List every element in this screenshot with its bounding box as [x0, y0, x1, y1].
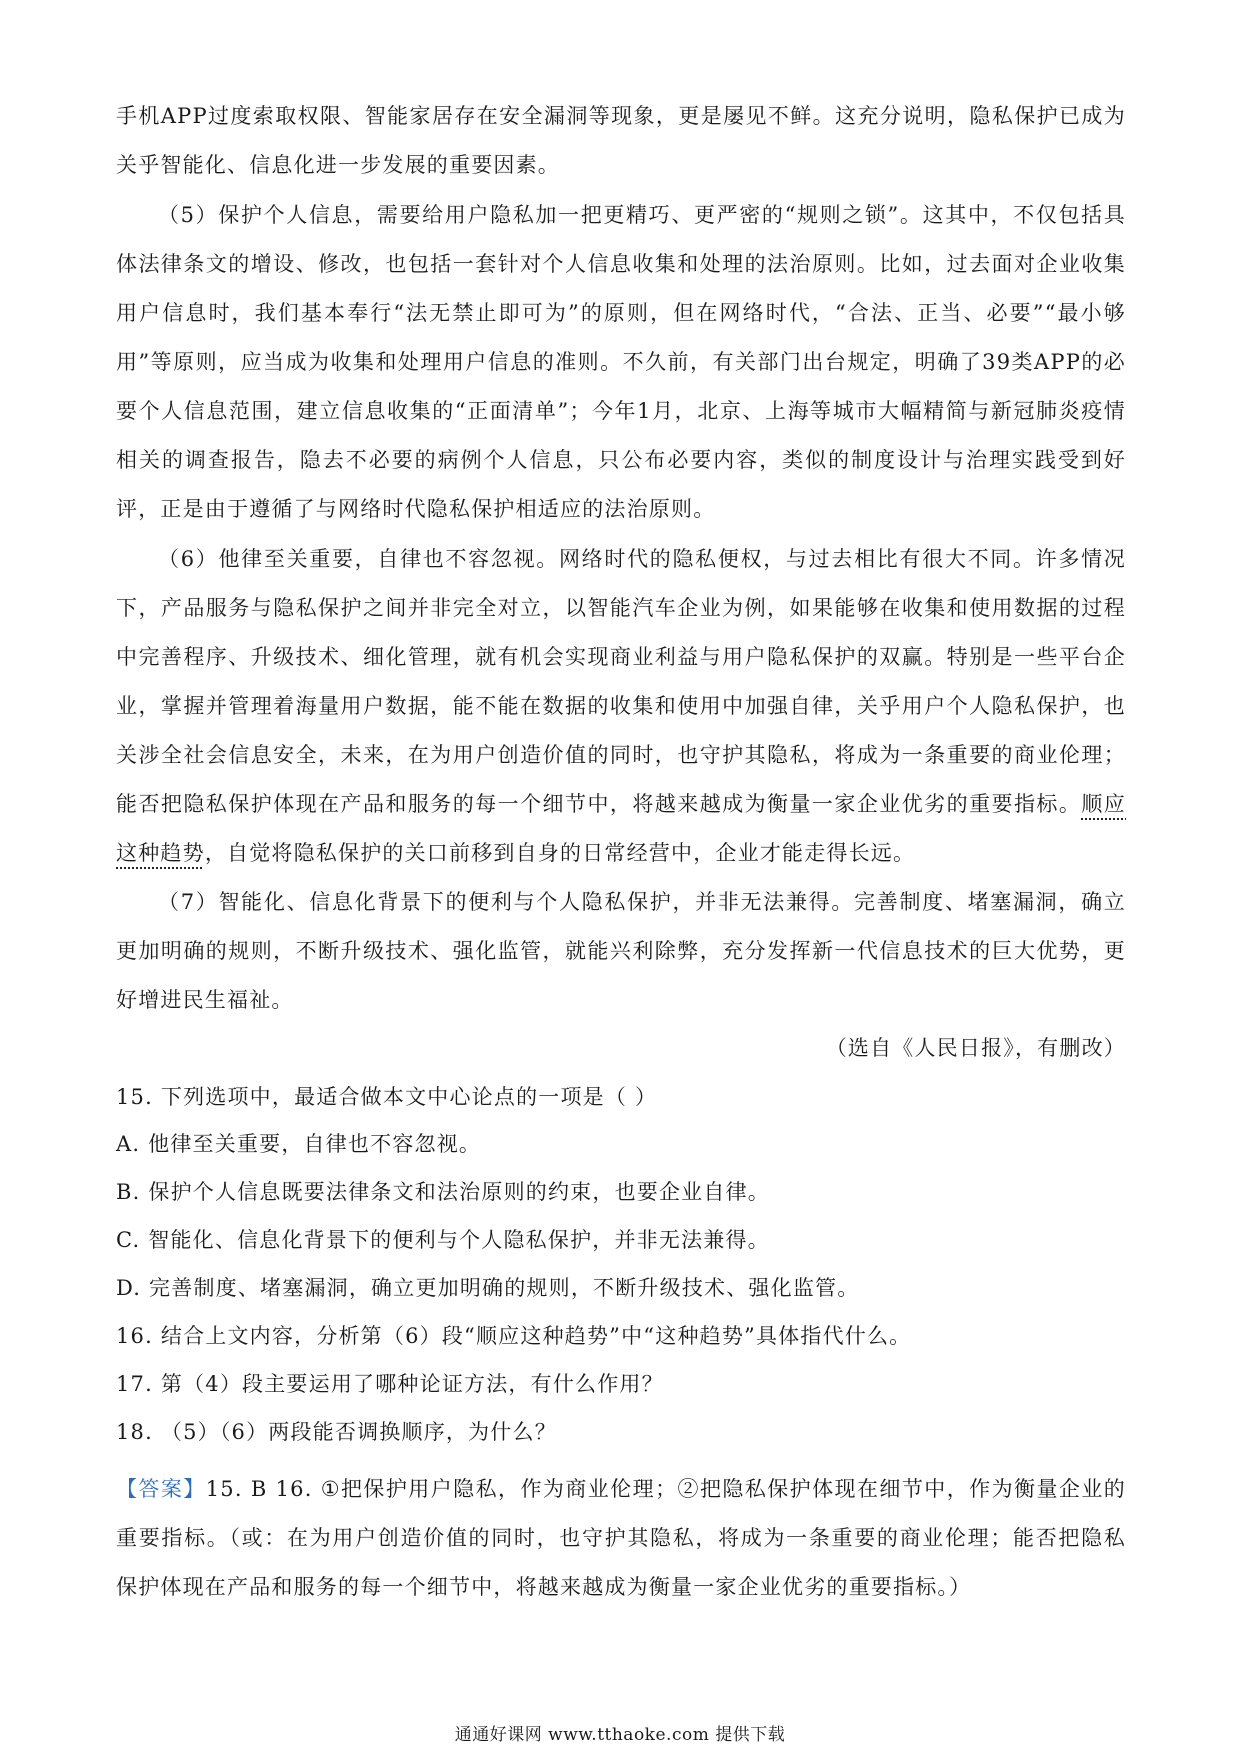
- option-c: C. 智能化、信息化背景下的便利与个人隐私保护，并非无法兼得。: [116, 1228, 770, 1252]
- question-17: 17. 第（4）段主要运用了哪种论证方法，有什么作用？: [116, 1372, 664, 1396]
- question-18: 18. （5）（6）两段能否调换顺序，为什么？: [116, 1420, 557, 1444]
- paragraph-7: （7）智能化、信息化背景下的便利与个人隐私保护，并非无法兼得。完善制度、堵塞漏洞，确立更加明确的规则，不断升级技术、强化监管，就能兴利除弊，充分发挥新一代信息技术的巨大优势，更好增进民生福祉。: [116, 890, 1126, 1012]
- option-d: D. 完善制度、堵塞漏洞，确立更加明确的规则，不断升级技术、强化监管。: [116, 1276, 860, 1300]
- option-b: B. 保护个人信息既要法律条文和法治原则的约束，也要企业自律。: [116, 1180, 770, 1204]
- question-16: 16. 结合上文内容，分析第（6）段“顺应这种趋势”中“这种趋势”具体指代什么。: [116, 1324, 912, 1348]
- paragraph-6: [116, 535, 1126, 878]
- answer-text: 15. B 16. ①把保护用户隐私，作为商业伦理；②把隐私保护体现在细节中，作为衡量企业的重要指标。（或：在为用户创造价值的同时，也守护其隐私，将成为一条重要的商业伦理；能否把隐私保护体现在产品和服务的每一个细节中，将越来越成为衡量一家企业优劣的重要指标。）: [116, 1477, 1126, 1599]
- page-footer: 通通好课网 www.tthaoke.com 提供下载: [454, 1725, 786, 1745]
- answer-block: [116, 1465, 1126, 1612]
- answer-label: 【答案】: [116, 1477, 206, 1501]
- paragraph-continued: 手机APP过度索取权限、智能家居存在安全漏洞等现象，更是屡见不鲜。这充分说明，隐私保护已成为关乎智能化、信息化进一步发展的重要因素。: [116, 104, 1126, 177]
- paragraph-6-text-after: ，自觉将隐私保护的关口前移到自身的日常经营中，企业才能走得长远。: [204, 841, 916, 865]
- dotted-emphasis-phrase: 顺应这种趋势: [116, 792, 1126, 865]
- source-citation: （选自《人民日报》，有删改）: [825, 1036, 1126, 1060]
- option-a: A. 他律至关重要，自律也不容忽视。: [116, 1132, 482, 1156]
- paragraph-5: （5）保护个人信息，需要给用户隐私加一把更精巧、更严密的“规则之锁”。这其中，不仅包括具体法律条文的增设、修改，也包括一套针对个人信息收集和处理的法治原则。比如，过去面对企业收集用户信息时，我们基本奉行“法无禁止即可为”的原则，但在网络时代，“合法、正当、必要”“最小够用”等原则，应当成为收集和处理用户信息的准则。不久前，有关部门出台规定，明确了39类APP的必要个人信息范围，建立信息收集的“正面清单”；今年1月，北京、上海等城市大幅精简与新冠肺炎疫情相关的调查报告，隐去不必要的病例个人信息，只公布必要内容，类似的制度设计与治理实践受到好评，正是由于遵循了与网络时代隐私保护相适应的法治原则。: [116, 203, 1126, 521]
- paragraph-6-text-before: （6）他律至关重要，自律也不容忽视。网络时代的隐私便权，与过去相比有很大不同。许多情况下，产品服务与隐私保护之间并非完全对立，以智能汽车企业为例，如果能够在收集和使用数据的过程中完善程序、升级技术、细化管理，就有机会实现商业利益与用户隐私保护的双赢。特别是一些平台企业，掌握并管理着海量用户数据，能不能在数据的收集和使用中加强自律，关乎用户个人隐私保护，也关涉全社会信息安全，未来，在为用户创造价值的同时，也守护其隐私，将成为一条重要的商业伦理；能否把隐私保护体现在产品和服务的每一个细节中，将越来越成为衡量一家企业优劣的重要指标。: [116, 547, 1126, 816]
- question-15: 15. 下列选项中，最适合做本文中心论点的一项是（ ）: [116, 1085, 658, 1109]
